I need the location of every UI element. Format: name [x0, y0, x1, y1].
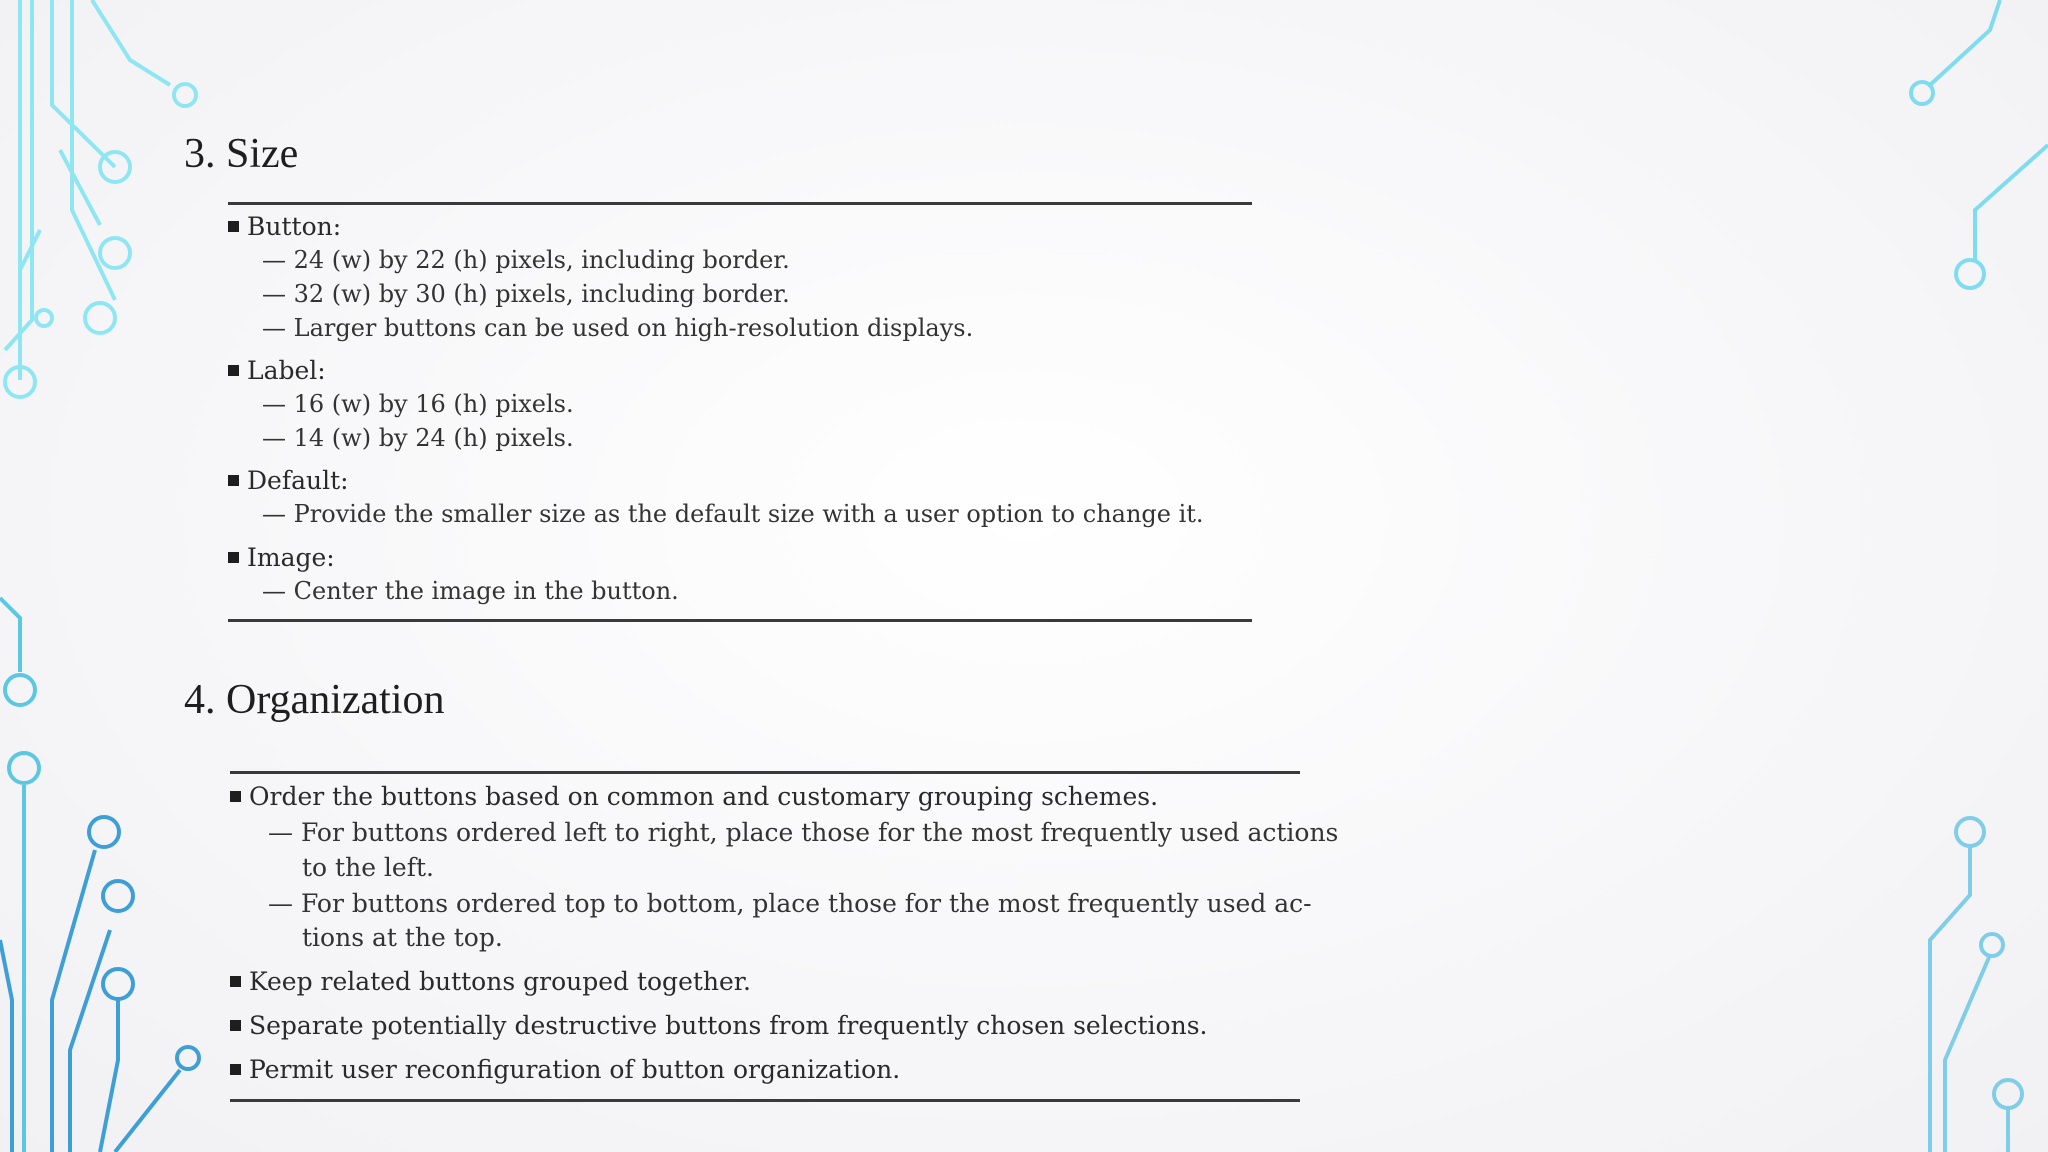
list-item: — Center the image in the button.: [262, 577, 679, 605]
list-item: — 14 (w) by 24 (h) pixels.: [262, 424, 574, 452]
bottom-rule: [228, 619, 1252, 622]
list-item: — Larger buttons can be used on high-resolution displays.: [262, 314, 974, 342]
list-item: Keep related buttons grouped together.: [230, 967, 751, 996]
bullet-icon: [228, 552, 239, 563]
group-label-button: Button:: [228, 212, 341, 241]
bullet-icon: [228, 475, 239, 486]
list-item: Separate potentially destructive buttons from frequently chosen selections.: [230, 1011, 1207, 1040]
bullet-icon: [228, 365, 239, 376]
list-item: — For buttons ordered left to right, place those for the most frequently used actions: [268, 818, 1339, 847]
bullet-icon: [230, 1020, 241, 1031]
list-item: — For buttons ordered top to bottom, place those for the most frequently used ac-: [268, 889, 1312, 918]
list-item: — 16 (w) by 16 (h) pixels.: [262, 390, 574, 418]
list-item: — 32 (w) by 30 (h) pixels, including border.: [262, 280, 790, 308]
section-heading-organization: 4. Organization: [184, 677, 445, 723]
group-label-image: Image:: [228, 543, 335, 572]
top-rule: [230, 771, 1300, 774]
list-item: — 24 (w) by 22 (h) pixels, including border.: [262, 246, 790, 274]
list-item: — Provide the smaller size as the default size with a user option to change it.: [262, 500, 1204, 528]
list-item: tions at the top.: [302, 923, 503, 952]
bottom-rule: [230, 1099, 1300, 1102]
bullet-icon: [228, 221, 239, 232]
group-label-label: Label:: [228, 356, 326, 385]
list-item: Order the buttons based on common and customary grouping schemes.: [230, 782, 1158, 811]
top-rule: [228, 202, 1252, 205]
bullet-icon: [230, 976, 241, 987]
bullet-icon: [230, 791, 241, 802]
section-heading-size: 3. Size: [184, 131, 299, 177]
list-item: to the left.: [302, 853, 434, 882]
list-item: Permit user reconfiguration of button organization.: [230, 1055, 900, 1084]
group-label-default: Default:: [228, 466, 349, 495]
bullet-icon: [230, 1064, 241, 1075]
